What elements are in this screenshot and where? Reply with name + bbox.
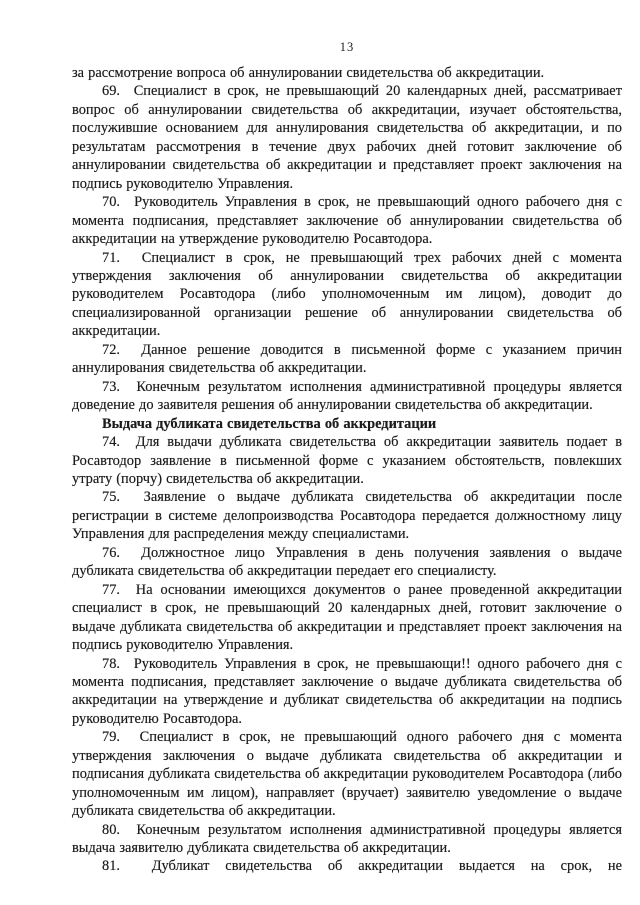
paragraph-69: 69. Специалист в срок, не превышающий 20 календарных дней, рассматривает вопрос об аннулировании свидетельства об аккредитации, изучает обстоятельства, послужившие основанием для аннулирования свидетельства об аккредитации, и по результатам рассмотрения в течение двух рабочих дней готовит заключение об аннулировании свидетельства об аккредитации и представляет проект заключения на подпись руководителю Управления. [72, 83, 622, 192]
paragraph-73: 73. Конечным результатом исполнения административной процедуры является доведение до заявителя решения об аннулировании свидетельства об аккредитации. [72, 378, 622, 414]
document-body [72, 64, 622, 876]
paragraph-70: 70. Руководитель Управления в срок, не превышающий одного рабочего дня с момента подписания, представляет заключение об аннулировании свидетельства об аккредитации на утверждение руководителю Росавтодора. [72, 194, 622, 248]
paragraph-72: 72. Данное решение доводится в письменной форме с указанием причин аннулирования свидетельства об аккредитации. [72, 341, 622, 377]
paragraph-continuation: за рассмотрение вопроса об аннулировании свидетельства об аккредитации. [72, 65, 545, 81]
section-heading-duplicate-issuance: Выдача дубликата свидетельства об аккредитации [102, 415, 437, 432]
paragraph-77: 77. На основании имеющихся документов о ранее проведенной аккредитации специалист в срок, не превышающий 20 календарных дней, готовит заключение о выдаче дубликата свидетельства об аккредитации и представляет проект заключения на подпись руководителю Управления. [72, 581, 622, 654]
paragraph-80: 80. Конечным результатом исполнения административной процедуры является выдача заявителю дубликата свидетельства об аккредитации. [72, 821, 622, 857]
paragraph-79: 79. Специалист в срок, не превышающий одного рабочего дня с момента утверждения заключения о выдаче дубликата свидетельства об аккредитации и подписания дубликата свидетельства об аккредитации руководителем Росавтодора (либо уполномоченным им лицом), направляет (вручает) заявителю уведомление о выдаче дубликата свидетельства об аккредитации. [72, 729, 622, 820]
paragraph-71: 71. Специалист в срок, не превышающий трех рабочих дней с момента утверждения заключения об аннулировании свидетельства об аккредитации руководителем Росавтодора (либо уполномоченным им лицом), доводит до специализированной организации решение об аннулировании свидетельства об аккредитации. [72, 249, 622, 340]
page-number: 13 [339, 40, 355, 54]
paragraph-78: 78. Руководитель Управления в срок, не превышающи!! одного рабочего дня с момента подписания, представляет заключение о выдаче дубликата свидетельства об аккредитации на утверждение и дубликат свидетельства об аккредитации на подпись руководителю Росавтодора. [72, 655, 622, 727]
paragraph-76: 76. Должностное лицо Управления в день получения заявления о выдаче дубликата свидетельства об аккредитации передает его специалисту. [72, 544, 622, 580]
paragraph-75: 75. Заявление о выдаче дубликата свидетельства об аккредитации после регистрации в системе делопроизводства Росавтодора передается должностному лицу Управления для распределения между специалистами. [72, 489, 622, 543]
paragraph-81: 81. Дубликат свидетельства об аккредитации выдается на срок, не [102, 858, 622, 875]
paragraph-74: 74. Для выдачи дубликата свидетельства об аккредитации заявитель подает в Росавтодор заявление в письменной форме с указанием обстоятельств, повлекших утрату (порчу) свидетельства об аккредитации. [72, 434, 622, 487]
